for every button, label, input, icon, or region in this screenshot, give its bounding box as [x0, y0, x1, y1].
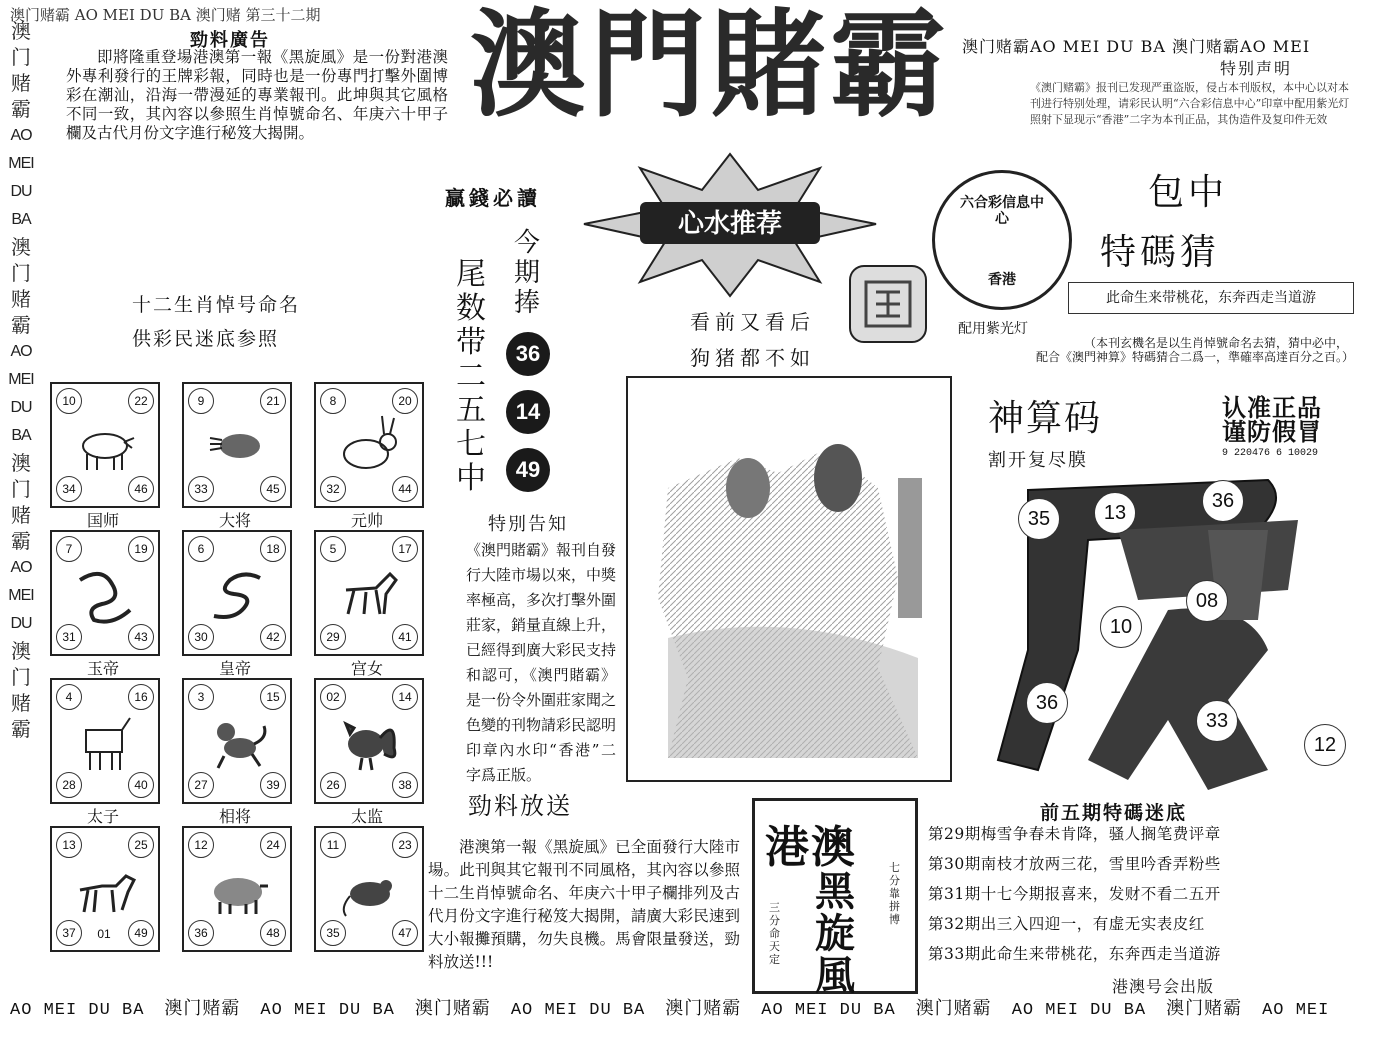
- zodiac-card-label: 国师: [86, 511, 119, 530]
- zodiac-number: 14: [392, 684, 418, 710]
- zodiac-card: [182, 382, 292, 508]
- barcode-number: 9 220476 6 10029: [1222, 448, 1319, 459]
- special-body: 《澳门赌霸》报刊已发现严重盗版，侵占本刊版权，本中心以对本刊进行特别处理，请彩民认明“六合彩信息中心”印章中配用紫光灯照射下显现示“香港”二字为本刊正品，其伪造件及复印件无效: [1030, 81, 1350, 126]
- horse-icon: [336, 560, 402, 626]
- win-read-label: 贏錢必讀: [445, 186, 541, 210]
- pick-ball: 36: [506, 332, 550, 376]
- poem-line-2: 狗猪都不如: [690, 346, 815, 370]
- footer-item: AO MEI: [1262, 1001, 1330, 1020]
- side-column-char: 门: [11, 477, 31, 501]
- prev-issue-line: 第32期出三入四迎一，有虚无实表皮红: [928, 915, 1205, 933]
- uv-lamp-note: 配用紫光灯: [958, 321, 1028, 337]
- zodiac-card-label: 玉帝: [86, 659, 119, 678]
- rabbit-icon: [336, 412, 402, 478]
- side-column: [6, 18, 36, 742]
- zodiac-number: 10: [56, 388, 82, 414]
- side-column-char: 澳: [11, 235, 31, 259]
- zodiac-number: 42: [260, 624, 286, 650]
- rooster-icon: [336, 708, 402, 774]
- zodiac-number: 9: [188, 388, 214, 414]
- zodiac-number: 24: [260, 832, 286, 858]
- zodiac-number: 02: [320, 684, 346, 710]
- notice-body: 《澳門賭霸》報刊自發行大陸市場以來，中獎率極高，多次打擊外圍莊家，銷量直線上升，已經得到廣大彩民支持和認可，《澳門賭霸》是一份令外圍莊家聞之色變的刊物請彩民認明印章內水印“香港”二字爲正版。: [466, 541, 617, 784]
- black-whirlwind-logo: [752, 798, 918, 999]
- this-issue-label: 今期捧: [513, 228, 540, 318]
- scratch-number: 33: [1196, 700, 1238, 742]
- issue-line: 澳门赌霸 AO MEI DU BA 澳门赌 第三十二期: [10, 6, 321, 24]
- zodiac-number: 23: [392, 832, 418, 858]
- scratch-number: 08: [1186, 580, 1228, 622]
- zodiac-number: 26: [320, 772, 346, 798]
- dog-icon: [72, 856, 138, 922]
- pick-ball: 14: [506, 390, 550, 434]
- zodiac-card-label: 太子: [86, 807, 119, 826]
- zodiac-number: 8: [320, 388, 346, 414]
- shen-suan-title: 神算码: [988, 398, 1103, 439]
- zodiac-number: 5: [320, 536, 346, 562]
- footer-banner: [10, 994, 1349, 1020]
- zodiac-number: 12: [188, 832, 214, 858]
- side-column-char: 门: [11, 261, 31, 285]
- te-ma-guess: 特碼猜: [1100, 232, 1221, 273]
- side-column-char: 澳: [11, 19, 31, 43]
- zodiac-card: [50, 826, 160, 952]
- zodiac-card: [314, 382, 424, 508]
- footer-item: 澳门赌霸: [1166, 998, 1243, 1019]
- zodiac-card: [50, 382, 160, 508]
- ad-body: 即將隆重登場港澳第一報《黑旋風》是一份對港澳外專利發行的王牌彩報，同時也是一份專門打擊外圍博彩在潮汕，沿海一帶漫延的專業報刊。此坤與其它風格不同一致，其內容以參照生肖悼號命名、年庚六十甲子欄及古代月份文字進行秘笈大揭開。: [66, 48, 448, 142]
- zodiac-card-label: 太监: [350, 807, 383, 826]
- prev-issues-title: 前五期特碼迷底: [1040, 802, 1188, 824]
- zodiac-card: [182, 678, 292, 804]
- zodiac-number: 43: [128, 624, 154, 650]
- zodiac-number: 15: [260, 684, 286, 710]
- stamp-text: 六合彩信息中心: [960, 195, 1044, 227]
- footer-item: 澳门赌霸: [915, 998, 992, 1019]
- zodiac-number: 45: [260, 476, 286, 502]
- zodiac-card: [50, 530, 160, 656]
- footer-item: AO MEI DU BA: [510, 1001, 646, 1020]
- zodiac-number: 27: [188, 772, 214, 798]
- zodiac-number: 47: [392, 920, 418, 946]
- zodiac-number: 36: [188, 920, 214, 946]
- special-title: 特别声明: [1220, 59, 1293, 78]
- zodiac-number: 48: [260, 920, 286, 946]
- pig-icon: [204, 856, 270, 922]
- zodiac-number: 38: [392, 772, 418, 798]
- zodiac-number: 01: [92, 922, 116, 946]
- side-column-char: 赌: [11, 691, 31, 715]
- side-column-char: 门: [11, 665, 31, 689]
- scratch-number: 36: [1026, 682, 1068, 724]
- official-stamp: [932, 170, 1072, 310]
- zodiac-number: 40: [128, 772, 154, 798]
- masthead-title: 澳門賭霸: [470, 0, 950, 133]
- side-column-char: 赌: [11, 287, 31, 311]
- star-banner: [580, 150, 880, 300]
- side-column-char: DU: [10, 615, 32, 632]
- bao-zhong: 包中: [1148, 172, 1229, 213]
- zodiac-number: 13: [56, 832, 82, 858]
- zodiac-number: 37: [56, 920, 82, 946]
- riddle-box: 此命生来带桃花，东奔西走当道游: [1068, 282, 1354, 314]
- tiger-icon: [204, 412, 270, 478]
- footer-item: AO MEI DU BA: [1011, 1001, 1147, 1020]
- zodiac-heading: 十二生肖悼号命名: [132, 294, 301, 316]
- zodiac-number: 28: [56, 772, 82, 798]
- zodiac-number: 20: [392, 388, 418, 414]
- tail-number-hint: 尾数带二五七中: [456, 257, 486, 496]
- publisher: 港澳号会出版: [1112, 977, 1215, 996]
- dragon-icon: [72, 560, 138, 626]
- side-column-char: 赌: [11, 503, 31, 527]
- stamp-bottom: 香港: [988, 272, 1016, 288]
- scratch-number: 35: [1018, 498, 1060, 540]
- side-column-char: MEI: [8, 587, 34, 604]
- right-header: 澳门赌霸AO MEI DU BA 澳门赌霸AO MEI: [962, 37, 1311, 56]
- footer-item: AO MEI DU BA: [260, 1001, 395, 1020]
- zodiac-number: 18: [260, 536, 286, 562]
- prev-issue-line: 第33期此命生来带桃花，东奔西走当道游: [928, 945, 1221, 963]
- zodiac-number: 35: [320, 920, 346, 946]
- prev-issue-line: 第30期南枝才放两三花，雪里吟香弄粉些: [928, 855, 1221, 873]
- side-column-char: MEI: [8, 155, 34, 172]
- zodiac-number: 19: [128, 536, 154, 562]
- zodiac-card: [182, 530, 292, 656]
- side-column-char: AO: [10, 127, 32, 144]
- zodiac-number: 25: [128, 832, 154, 858]
- side-column-char: AO: [10, 343, 32, 360]
- footer-item: AO MEI DU BA: [10, 1001, 145, 1020]
- star-text: 心水推荐: [677, 209, 783, 239]
- zodiac-number: 3: [188, 684, 214, 710]
- notice-title: 特別告知: [488, 514, 568, 535]
- footer-item: 澳门赌霸: [414, 998, 491, 1019]
- side-column-char: DU: [10, 399, 32, 416]
- zodiac-number: 32: [320, 476, 346, 502]
- zodiac-number: 4: [56, 684, 82, 710]
- side-column-char: BA: [11, 211, 31, 228]
- zodiac-number: 49: [128, 920, 154, 946]
- zodiac-number: 39: [260, 772, 286, 798]
- zodiac-card: [182, 826, 292, 952]
- side-column-char: AO: [10, 559, 32, 576]
- snake-icon: [204, 560, 270, 626]
- zodiac-card-label: 大将: [218, 511, 251, 530]
- side-column-char: 霸: [11, 529, 31, 553]
- monkey-icon: [204, 708, 270, 774]
- authentic-1: 认准正品: [1222, 393, 1322, 422]
- scratch-number: 36: [1202, 480, 1244, 522]
- stamp-seal-icon: [846, 262, 930, 346]
- side-column-char: DU: [10, 183, 32, 200]
- prev-issue-line: 第31期十七今期报喜来，发财不看二五开: [928, 885, 1221, 903]
- zodiac-number: 17: [392, 536, 418, 562]
- footer-item: 澳门赌霸: [665, 998, 742, 1019]
- zodiac-number: 11: [320, 832, 346, 858]
- zodiac-number: 22: [128, 388, 154, 414]
- goat-icon: [72, 708, 138, 774]
- zodiac-number: 29: [320, 624, 346, 650]
- zodiac-card-label: 相将: [218, 807, 251, 826]
- zodiac-number: 30: [188, 624, 214, 650]
- side-column-char: 霸: [11, 97, 31, 121]
- logo-side-left: 三分命天定: [769, 901, 780, 966]
- scratch-number: 12: [1304, 724, 1346, 766]
- side-column-char: 澳: [11, 639, 31, 663]
- side-column-char: 霸: [11, 717, 31, 741]
- zodiac-card: [314, 530, 424, 656]
- zodiac-number: 41: [392, 624, 418, 650]
- zodiac-card: [50, 678, 160, 804]
- side-column-char: 霸: [11, 313, 31, 337]
- zodiac-number: 7: [56, 536, 82, 562]
- side-column-char: MEI: [8, 371, 34, 388]
- side-column-char: BA: [11, 427, 31, 444]
- footer-item: AO MEI DU BA: [761, 1001, 896, 1020]
- pick-ball: 49: [506, 448, 550, 492]
- zodiac-number: 34: [56, 476, 82, 502]
- zodiac-number: 33: [188, 476, 214, 502]
- zodiac-card: [314, 826, 424, 952]
- scratch-number: 10: [1100, 606, 1142, 648]
- zodiac-card-label: 元帅: [350, 511, 383, 530]
- ad-title: 勁料廣告: [190, 30, 270, 51]
- logo-name: 黑旋風: [815, 868, 855, 999]
- zodiac-card-label: 皇帝: [218, 659, 251, 678]
- zodiac-number: 31: [56, 624, 82, 650]
- promo-body: 港澳第一報《黑旋風》已全面發行大陸市場。此刊與其它報刊不同風格，其內容以參照十二生肖悼號命名、年庚六十甲子欄排列及古代月份文字進行秘笈大揭開，請廣大彩民速到大小報攤預購，勿失良機。馬會限量發送，勁料放送!!!: [428, 838, 740, 971]
- poem-line-1: 看前又看后: [690, 310, 815, 334]
- footer-item: 澳门赌霸: [164, 998, 241, 1019]
- ox-icon: [72, 412, 138, 478]
- zodiac-number: 21: [260, 388, 286, 414]
- prev-issue-line: 第29期梅雪争春未肯降，骚人搁笔费评章: [928, 825, 1221, 843]
- keyword-note: （本刊玄機名是以生肖悼號命名去猜，猜中必中，配合《澳門神算》特碼猜合二爲一，準確率高達百分之百。）: [1036, 336, 1355, 364]
- zodiac-subheading: 供彩民迷底参照: [132, 328, 280, 350]
- zodiac-number: 44: [392, 476, 418, 502]
- zodiac-number: 46: [128, 476, 154, 502]
- zodiac-card-label: 宫女: [350, 659, 383, 678]
- side-column-char: 赌: [11, 71, 31, 95]
- scratch-label: 割开复尽膜: [988, 450, 1088, 471]
- scratch-number: 13: [1094, 492, 1136, 534]
- side-column-char: 门: [11, 45, 31, 69]
- promo-title: 勁料放送: [468, 792, 572, 820]
- logo-top: 港澳: [765, 822, 857, 873]
- rat-icon: [336, 856, 402, 922]
- authentic-2: 谨防假冒: [1222, 417, 1322, 446]
- zodiac-number: 6: [188, 536, 214, 562]
- illustration-image: [626, 376, 952, 782]
- zodiac-number: 16: [128, 684, 154, 710]
- zodiac-card: [314, 678, 424, 804]
- logo-side-right: 七分靠拼博: [889, 861, 900, 926]
- side-column-char: 澳: [11, 451, 31, 475]
